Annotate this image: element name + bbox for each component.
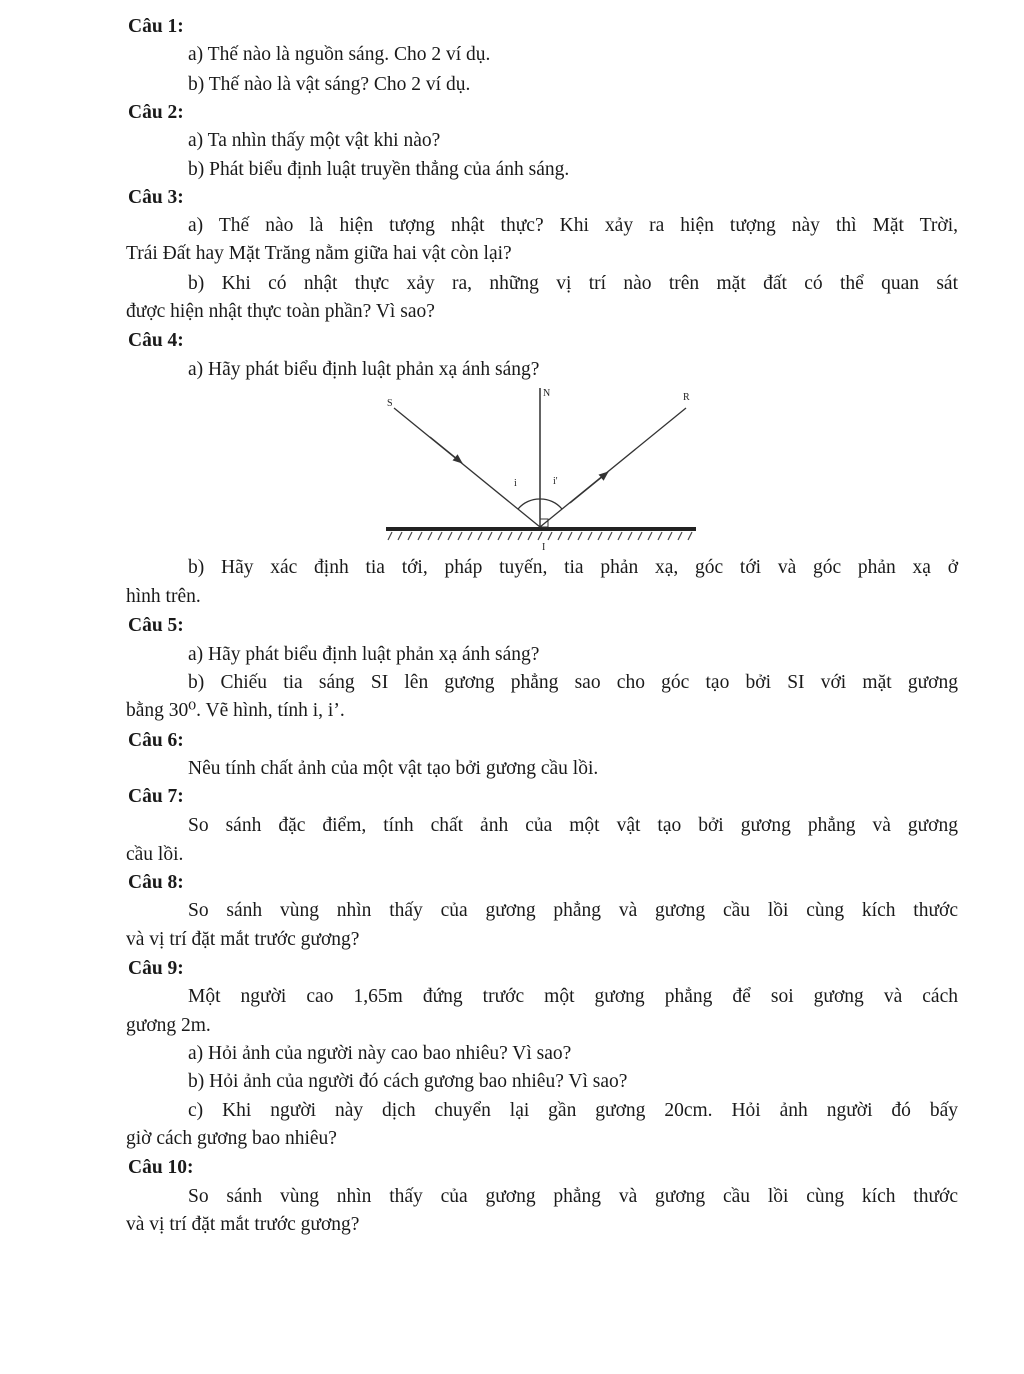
question-7-line-2: cầu lồi. (126, 844, 184, 865)
question-4-part-b-line-1: b) Hãy xác định tia tới, pháp tuyến, tia phản xạ, góc tới và góc phản xạ ở (188, 557, 958, 578)
question-10-line-1: So sánh vùng nhìn thấy của gương phẳng và gương cầu lồi cùng kích thước (188, 1186, 958, 1207)
question-1-part-b: b) Thế nào là vật sáng? Cho 2 ví dụ. (188, 74, 471, 95)
question-4-heading: Câu 4: (128, 330, 184, 351)
question-3-part-a-line-1: a) Thế nào là hiện tượng nhật thực? Khi xảy ra hiện tượng này thì Mặt Trời, (188, 215, 958, 236)
question-10-line-2: và vị trí đặt mắt trước gương? (126, 1214, 360, 1235)
question-4-part-b-line-2: hình trên. (126, 586, 201, 607)
label-i: i (514, 478, 517, 489)
incident-ray (394, 408, 540, 527)
question-2-heading: Câu 2: (128, 102, 184, 123)
question-9-part-c-line-1: c) Khi người này dịch chuyển lại gần gương 20cm. Hỏi ảnh người đó bấy (188, 1100, 958, 1121)
question-3-part-b-line-1: b) Khi có nhật thực xảy ra, những vị trí nào trên mặt đất có thể quan sát (188, 273, 958, 294)
question-9-part-c-line-2: giờ cách gương bao nhiêu? (126, 1128, 337, 1149)
question-9-part-a: a) Hỏi ảnh của người này cao bao nhiêu? Vì sao? (188, 1043, 572, 1064)
question-6-heading: Câu 6: (128, 730, 184, 751)
question-8-heading: Câu 8: (128, 872, 184, 893)
question-7-heading: Câu 7: (128, 786, 184, 807)
incident-ray-arrow (430, 437, 462, 463)
question-2-part-b: b) Phát biểu định luật truyền thẳng của ánh sáng. (188, 159, 570, 180)
label-n: N (543, 388, 551, 399)
label-s: S (387, 398, 393, 409)
question-6-text: Nêu tính chất ảnh của một vật tạo bởi gương cầu lồi. (188, 758, 599, 779)
question-5-part-b-line-1: b) Chiếu tia sáng SI lên gương phẳng sao cho góc tạo bởi SI với mặt gương (188, 672, 958, 693)
label-i-prime: i' (553, 476, 558, 487)
label-point-i: I (542, 542, 546, 553)
question-9-part-b: b) Hỏi ảnh của người đó cách gương bao nhiêu? Vì sao? (188, 1071, 628, 1092)
question-8-line-2: và vị trí đặt mắt trước gương? (126, 929, 360, 950)
question-4-part-a: a) Hãy phát biểu định luật phản xạ ánh sáng? (188, 359, 540, 380)
question-7-line-1: So sánh đặc điểm, tính chất ảnh của một vật tạo bởi gương phẳng và gương (188, 815, 958, 836)
mirror-hatching (388, 532, 692, 540)
question-9-heading: Câu 9: (128, 958, 184, 979)
question-3-part-a-line-2: Trái Đất hay Mặt Trăng nằm giữa hai vật còn lại? (126, 243, 512, 264)
reflected-ray (540, 408, 686, 527)
question-5-heading: Câu 5: (128, 615, 184, 636)
question-3-heading: Câu 3: (128, 187, 184, 208)
question-1-part-a: a) Thế nào là nguồn sáng. Cho 2 ví dụ. (188, 44, 491, 65)
question-5-part-b-line-2: bằng 30⁰. Vẽ hình, tính i, i’. (126, 700, 345, 721)
question-1-heading: Câu 1: (128, 16, 184, 37)
question-2-part-a: a) Ta nhìn thấy một vật khi nào? (188, 130, 441, 151)
question-8-line-1: So sánh vùng nhìn thấy của gương phẳng và gương cầu lồi cùng kích thước (188, 900, 958, 921)
question-5-part-a: a) Hãy phát biểu định luật phản xạ ánh sáng? (188, 644, 540, 665)
question-3-part-b-line-2: được hiện nhật thực toàn phần? Vì sao? (126, 301, 435, 322)
angle-arc-reflection (540, 499, 562, 509)
question-9-line-1: Một người cao 1,65m đứng trước một gương phẳng để soi gương và cách (188, 986, 958, 1007)
reflection-diagram (370, 380, 710, 560)
question-9-line-2: gương 2m. (126, 1015, 211, 1036)
question-10-heading: Câu 10: (128, 1157, 194, 1178)
reflected-ray-arrow (570, 472, 608, 503)
angle-arc-incidence (518, 499, 540, 509)
label-r: R (683, 392, 690, 403)
